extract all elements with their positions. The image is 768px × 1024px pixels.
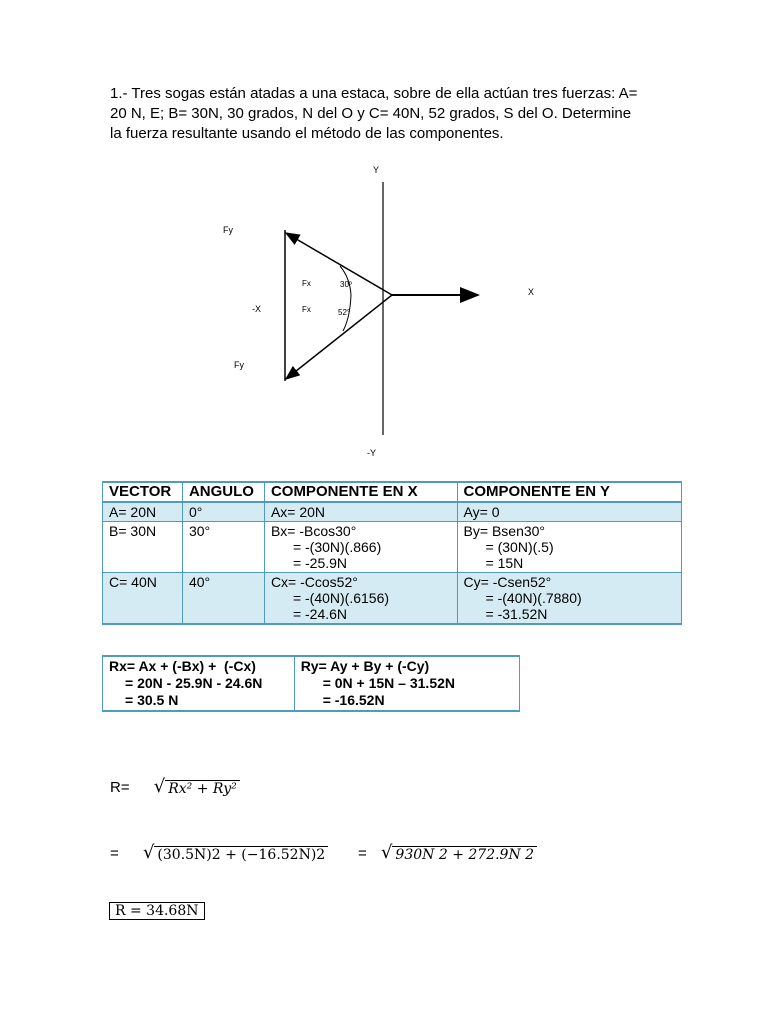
r-label: R= (110, 779, 130, 796)
final-result: R = 34.68N (109, 902, 205, 920)
angle-cell: 40° (182, 573, 264, 625)
y-component-cell: Cy= -Csen52° = -(40N)(.7880) = -31.52N (457, 573, 681, 625)
angle-cell: 30° (182, 522, 264, 573)
header-vector: VECTOR (103, 482, 183, 502)
substitution-step (110, 842, 328, 863)
neg-x-axis-label: -X (252, 304, 261, 314)
neg-y-axis-label: -Y (367, 448, 376, 458)
vector-cell: C= 40N (103, 573, 183, 625)
fx-upper-label: Fx (302, 279, 311, 288)
fx-lower-label: Fx (302, 305, 311, 314)
eq-sign-1: = (110, 845, 119, 862)
r-radicand: Rx² + Ry² (165, 780, 240, 797)
angle-cell: 0° (182, 502, 264, 522)
angle-upper-label: 30º (340, 280, 352, 289)
vector-cell: A= 20N (103, 502, 183, 522)
radical-icon: √ (380, 842, 393, 863)
angle-lower-label: 52° (338, 308, 351, 317)
components-table (102, 481, 682, 625)
radical-icon: √ (142, 842, 155, 863)
table-row (103, 502, 682, 522)
table-row (103, 656, 520, 711)
problem-statement (110, 84, 670, 144)
header-componente-x: COMPONENTE EN X (264, 482, 457, 502)
table-row (103, 522, 682, 573)
fy-lower-label: Fy (234, 360, 244, 370)
x-component-cell: Bx= -Bcos30° = -(30N)(.866) = -25.9N (264, 522, 457, 573)
fy-upper-label: Fy (223, 225, 233, 235)
step2-radicand: 930N 2 + 272.9N 2 (392, 846, 537, 863)
y-component-cell: By= Bsen30° = (30N)(.5) = 15N (457, 522, 681, 573)
rx-cell: Rx= Ax + (-Bx) + (-Cx) = 20N - 25.9N - 24.6N = 30.5 N (103, 656, 295, 711)
resultant-formula (110, 776, 240, 797)
eq-sign-2: = (358, 845, 367, 862)
step1-radicand: (30.5N)2 + (−16.52N)2 (154, 846, 328, 863)
step1-sqrt (143, 842, 328, 863)
radical-icon: √ (153, 776, 166, 797)
simplified-step (358, 842, 537, 863)
problem-line-3: la fuerza resultante usando el método de las componentes. (110, 125, 504, 142)
x-component-cell: Ax= 20N (264, 502, 457, 522)
x-component-cell: Cx= -Ccos52° = -(40N)(.6156) = -24.6N (264, 573, 457, 625)
x-axis-label: X (528, 287, 535, 297)
header-componente-y: COMPONENTE EN Y (457, 482, 681, 502)
problem-line-2: 20 N, E; B= 30N, 30 grados, N del O y C= 40N, 52 grados, S del O. Determine (110, 105, 632, 122)
y-axis-label: Y (373, 165, 380, 175)
y-component-cell: Ay= 0 (457, 502, 681, 522)
problem-line-1: 1.- Tres sogas están atadas a una estaca, sobre de ella actúan tres fuerzas: A= (110, 85, 638, 102)
ry-cell: Ry= Ay + By + (-Cy) = 0N + 15N – 31.52N = -16.52N (294, 656, 519, 711)
resultants-table (102, 655, 520, 712)
vector-cell: B= 30N (103, 522, 183, 573)
table-header-row (103, 482, 682, 502)
table-row (103, 573, 682, 625)
header-angulo: ANGULO (182, 482, 264, 502)
force-diagram (200, 160, 560, 465)
step2-sqrt (381, 842, 537, 863)
r-sqrt (154, 776, 240, 797)
